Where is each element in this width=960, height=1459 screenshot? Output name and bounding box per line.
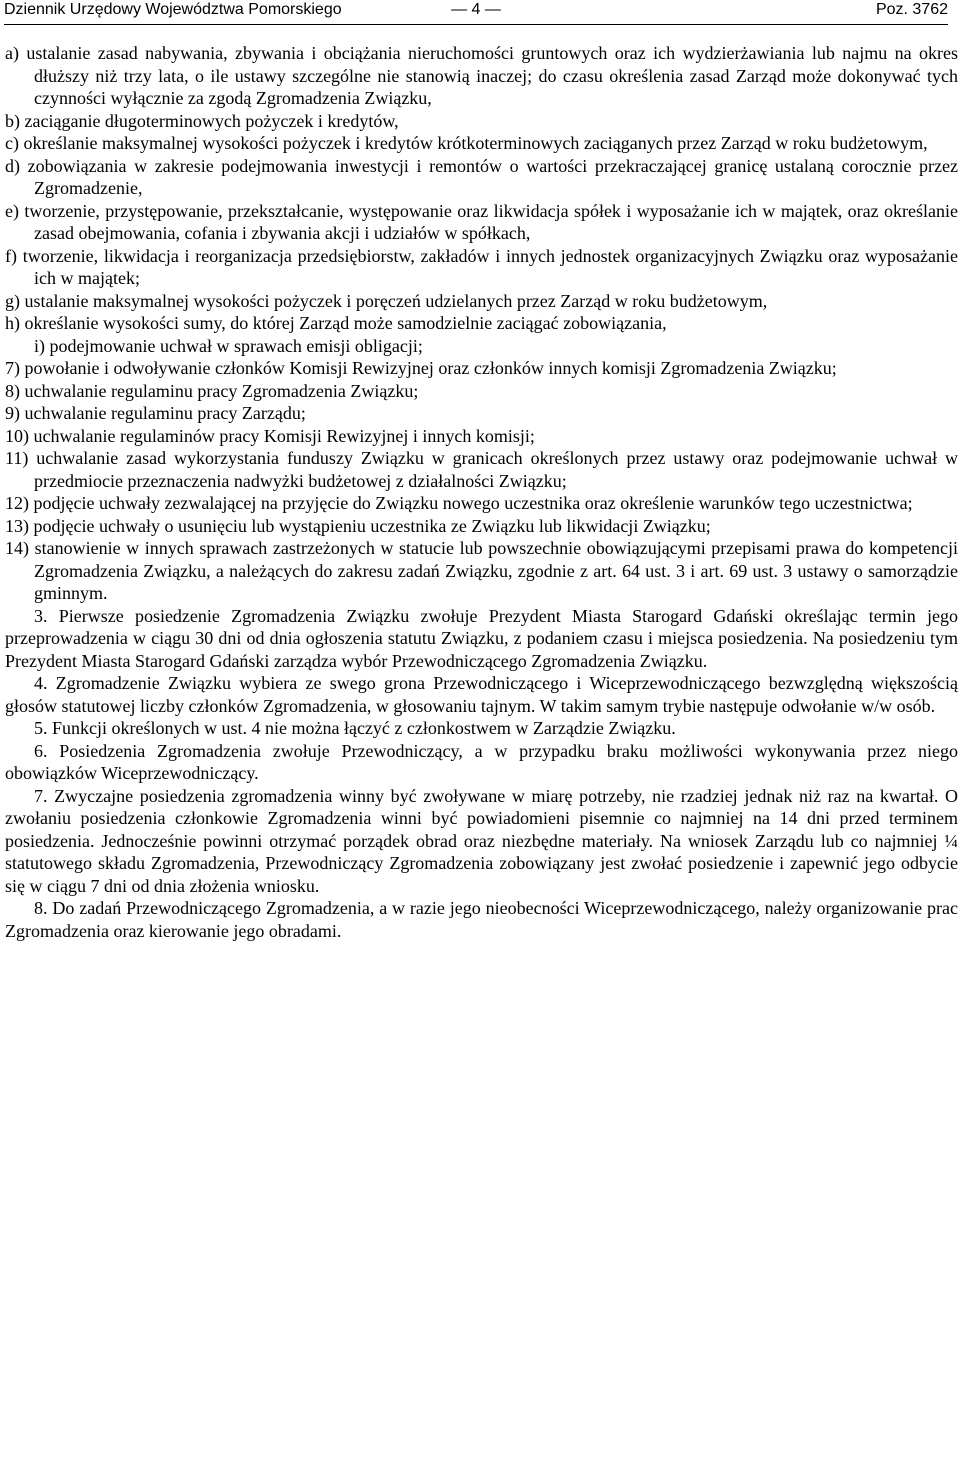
paragraph-5: 5. Funkcji określonych w ust. 4 nie można łączyć z członkostwem w Zarządzie Związku. bbox=[34, 718, 676, 738]
list-item-g: g) ustalanie maksymalnej wysokości pożyczek i poręczeń udzielanych przez Zarząd w roku budżetowym, bbox=[5, 290, 768, 311]
list-item-8: 8) uchwalanie regulaminu pracy Zgromadzenia Związku; bbox=[5, 380, 419, 401]
list-item-10: 10) uchwalanie regulaminów pracy Komisji Rewizyjnej i innych komisji; bbox=[5, 425, 535, 446]
list-item-9: 9) uchwalanie regulaminu pracy Zarządu; bbox=[5, 403, 306, 423]
paragraph-4: 4. Zgromadzenie Związku wybiera ze swego grona Przewodniczącego i Wiceprzewodniczącego bezwzględną większością głosów statutowej liczby członków Zgromadzenia, w głosowaniu tajnym. W takim samym trybie następuje odwołanie w/w osób. bbox=[5, 673, 958, 716]
list-item-11: 11) uchwalanie zasad wykorzystania funduszy Związku w granicach określonych przez ustawy oraz podejmowanie uchwał w przedmiocie przeznaczenia nadwyżki budżetowej z działalności Związku; bbox=[5, 448, 958, 491]
list-item-e: e) tworzenie, przystępowanie, przekształcanie, występowanie oraz likwidacja spółek i wyposażanie ich w majątek, oraz określanie zasad obejmowania, cofania i zbywania akcji i udziałów w spółkach, bbox=[5, 200, 958, 243]
list-item-12: 12) podjęcie uchwały zezwalającej na przyjęcie do Związku nowego uczestnika oraz określenie warunków tego uczestnictwa; bbox=[5, 493, 913, 513]
list-item-b: b) zaciąganie długoterminowych pożyczek i kredytów, bbox=[5, 110, 399, 131]
list-item-i: i) podejmowanie uchwał w sprawach emisji obligacji; bbox=[34, 335, 423, 356]
position-number: Poz. 3762 bbox=[875, 1, 948, 18]
list-item-a: a) ustalanie zasad nabywania, zbywania i obciążania nieruchomości gruntowych oraz ich wydzierżawiania lub najmu na okres dłuższy niż trzy lata, o ile ustawy szczególne nie stanowią inaczej; do czasu określenia zasad Zarząd może dokonywać tych czynności wyłącznie za zgodą Zgromadzenia Związku, bbox=[5, 43, 958, 108]
journal-title: Dziennik Urzędowy Województwa Pomorskiego bbox=[4, 1, 342, 18]
list-item-f: f) tworzenie, likwidacja i reorganizacja przedsiębiorstw, zakładów i innych jednostek organizacyjnych Związku oraz wyposażanie ich w majątek; bbox=[5, 245, 958, 288]
list-item-h: h) określanie wysokości sumy, do której Zarząd może samodzielnie zaciągać zobowiązania, bbox=[5, 313, 667, 333]
paragraph-7: 7. Zwyczajne posiedzenia zgromadzenia winny być zwoływane w miarę potrzeby, nie rzadziej jednak niż raz na kwartał. O zwołaniu posiedzenia członkowie Zgromadzenia winni być powiadomieni pisemnie co najmniej na 14 dni przed terminem posiedzenia. Jednocześnie powinni otrzymać porządek obrad oraz niezbędne materiały. Na wniosek Zarządu lub co najmniej ¼ statutowego składu Zgromadzenia, Przewodniczący Zgromadzenia zobowiązany jest zwołać posiedzenie i zapewnić jego odbycie się w ciągu 7 dni od dnia złożenia wniosku. bbox=[5, 785, 958, 896]
list-item-14: 14) stanowienie w innych sprawach zastrzeżonych w statucie lub powszechnie obowiązującymi przepisami prawa do kompetencji Zgromadzenia Związku, a należących do zakresu zadań Związku, zgodnie z art. 64 ust. 3 i art. 69 ust. 3 ustawy o samorządzie gminnym. bbox=[5, 538, 958, 603]
list-item-c: c) określanie maksymalnej wysokości pożyczek i kredytów krótkoterminowych zaciąganych przez Zarząd w roku budżetowym, bbox=[5, 133, 928, 153]
list-item-7: 7) powołanie i odwoływanie członków Komisji Rewizyjnej oraz członków innych komisji Zgromadzenia Związku; bbox=[5, 358, 837, 378]
page-header bbox=[4, 0, 948, 25]
page-number: — 4 — bbox=[451, 1, 501, 18]
paragraph-3: 3. Pierwsze posiedzenie Zgromadzenia Związku zwołuje Prezydent Miasta Starogard Gdański określając termin jego przeprowadzenia w ciągu 30 dni od dnia ogłoszenia statutu Związku, z podaniem czasu i miejsca posiedzenia. Na posiedzeniu tym Prezydent Miasta Starogard Gdański zarządza wybór Przewodniczącego Zgromadzenia Związku. bbox=[5, 605, 958, 671]
list-item-13: 13) podjęcie uchwały o usunięciu lub wystąpieniu uczestnika ze Związku lub likwidacji Związku; bbox=[5, 515, 711, 536]
paragraph-8: 8. Do zadań Przewodniczącego Zgromadzenia, a w razie jego nieobecności Wiceprzewodniczącego, należy organizowanie prac Zgromadzenia oraz kierowanie jego obradami. bbox=[5, 898, 958, 941]
document-body bbox=[5, 42, 958, 942]
paragraph-6: 6. Posiedzenia Zgromadzenia zwołuje Przewodniczący, a w przypadku braku możliwości wykonywania przez niego obowiązków Wiceprzewodniczący. bbox=[5, 740, 958, 783]
list-item-d: d) zobowiązania w zakresie podejmowania inwestycji i remontów o wartości przekraczającej granicę ustalaną corocznie przez Zgromadzenie, bbox=[5, 155, 958, 198]
